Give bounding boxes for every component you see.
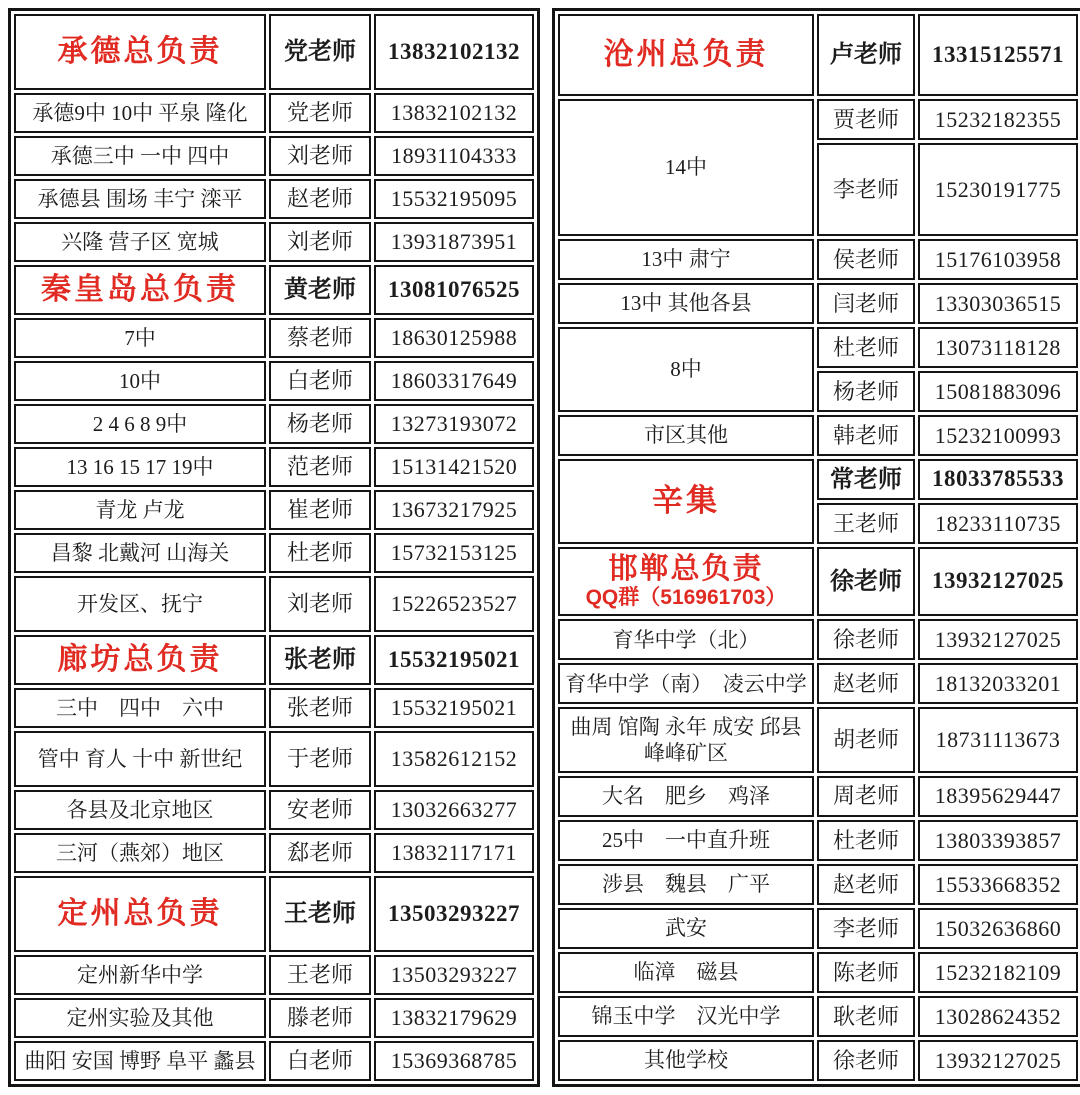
phone-cell: 15732153125 bbox=[374, 533, 534, 573]
region-cell: 曲阳 安国 博野 阜平 蠡县 bbox=[14, 1041, 266, 1081]
region-cell: 市区其他 bbox=[558, 415, 814, 456]
teacher-cell: 侯老师 bbox=[817, 239, 915, 280]
region-cell: 沧州总负责 bbox=[558, 14, 814, 96]
section-header-row bbox=[14, 14, 534, 90]
region-cell: 2 4 6 8 9中 bbox=[14, 404, 266, 444]
region-cell: 7中 bbox=[14, 318, 266, 358]
table-row bbox=[14, 833, 534, 873]
teacher-cell: 常老师 bbox=[817, 459, 915, 500]
section-header-row bbox=[558, 547, 1078, 616]
region-cell: 25中 一中直升班 bbox=[558, 820, 814, 861]
table-row bbox=[14, 179, 534, 219]
table-row bbox=[558, 996, 1078, 1037]
teacher-cell: 王老师 bbox=[817, 503, 915, 544]
teacher-cell: 杨老师 bbox=[269, 404, 371, 444]
phone-cell: 15230191775 bbox=[918, 143, 1078, 236]
phone-cell: 13832117171 bbox=[374, 833, 534, 873]
region-cell: 各县及北京地区 bbox=[14, 790, 266, 830]
phone-cell: 18630125988 bbox=[374, 318, 534, 358]
teacher-cell: 周老师 bbox=[817, 776, 915, 817]
table-row bbox=[558, 663, 1078, 704]
teacher-cell: 徐老师 bbox=[817, 547, 915, 616]
table-row bbox=[14, 93, 534, 133]
teacher-cell: 杜老师 bbox=[817, 820, 915, 861]
phone-cell: 13073118128 bbox=[918, 327, 1078, 368]
table-row bbox=[14, 361, 534, 401]
phone-cell: 15032636860 bbox=[918, 908, 1078, 949]
region-cell: 廊坊总负责 bbox=[14, 635, 266, 685]
teacher-cell: 范老师 bbox=[269, 447, 371, 487]
teacher-cell: 于老师 bbox=[269, 731, 371, 787]
teacher-cell: 赵老师 bbox=[269, 179, 371, 219]
table-row bbox=[14, 955, 534, 995]
teacher-cell: 王老师 bbox=[269, 876, 371, 952]
phone-cell: 15176103958 bbox=[918, 239, 1078, 280]
phone-cell: 13503293227 bbox=[374, 955, 534, 995]
teacher-cell: 闫老师 bbox=[817, 283, 915, 324]
phone-cell: 18931104333 bbox=[374, 136, 534, 176]
region-cell: 管中 育人 十中 新世纪 bbox=[14, 731, 266, 787]
teacher-cell: 李老师 bbox=[817, 143, 915, 236]
phone-cell: 18395629447 bbox=[918, 776, 1078, 817]
table-row bbox=[14, 1041, 534, 1081]
table-row bbox=[558, 908, 1078, 949]
phone-cell: 15232182355 bbox=[918, 99, 1078, 140]
phone-cell: 15131421520 bbox=[374, 447, 534, 487]
table-row bbox=[558, 327, 1078, 368]
phone-cell: 13503293227 bbox=[374, 876, 534, 952]
region-cell: 兴隆 营子区 宽城 bbox=[14, 222, 266, 262]
phone-cell: 13081076525 bbox=[374, 265, 534, 315]
phone-cell: 13273193072 bbox=[374, 404, 534, 444]
region-cell: 承德总负责 bbox=[14, 14, 266, 90]
teacher-cell: 赵老师 bbox=[817, 663, 915, 704]
region-cell: 育华中学（北） bbox=[558, 619, 814, 660]
table-row bbox=[558, 619, 1078, 660]
qq-group-label: QQ群（516961703） bbox=[585, 585, 787, 609]
phone-cell: 13932127025 bbox=[918, 547, 1078, 616]
phone-cell: 15232182109 bbox=[918, 952, 1078, 993]
table-row bbox=[558, 820, 1078, 861]
teacher-cell: 张老师 bbox=[269, 688, 371, 728]
teacher-cell: 韩老师 bbox=[817, 415, 915, 456]
teacher-cell: 徐老师 bbox=[817, 1040, 915, 1081]
phone-cell: 15532195021 bbox=[374, 688, 534, 728]
phone-cell: 15532195095 bbox=[374, 179, 534, 219]
teacher-cell: 黄老师 bbox=[269, 265, 371, 315]
region-cell: 开发区、抚宁 bbox=[14, 576, 266, 632]
phone-cell: 18731113673 bbox=[918, 707, 1078, 772]
region-cell: 13 16 15 17 19中 bbox=[14, 447, 266, 487]
teacher-cell: 郄老师 bbox=[269, 833, 371, 873]
phone-cell: 13028624352 bbox=[918, 996, 1078, 1037]
phone-cell: 15226523527 bbox=[374, 576, 534, 632]
table-row bbox=[14, 136, 534, 176]
table-row bbox=[558, 776, 1078, 817]
teacher-cell: 张老师 bbox=[269, 635, 371, 685]
teacher-cell: 白老师 bbox=[269, 361, 371, 401]
teacher-cell: 安老师 bbox=[269, 790, 371, 830]
table-row bbox=[14, 998, 534, 1038]
contact-table-right bbox=[552, 8, 1080, 1087]
teacher-cell: 党老师 bbox=[269, 14, 371, 90]
teacher-cell: 贾老师 bbox=[817, 99, 915, 140]
teacher-cell: 杜老师 bbox=[817, 327, 915, 368]
region-cell: 10中 bbox=[14, 361, 266, 401]
region-cell: 涉县 魏县 广平 bbox=[558, 864, 814, 905]
phone-cell: 13032663277 bbox=[374, 790, 534, 830]
table-row bbox=[14, 404, 534, 444]
teacher-cell: 白老师 bbox=[269, 1041, 371, 1081]
contact-table-left bbox=[8, 8, 540, 1087]
table-row bbox=[14, 318, 534, 358]
region-cell: 承德三中 一中 四中 bbox=[14, 136, 266, 176]
table-row bbox=[14, 222, 534, 262]
table-row bbox=[558, 707, 1078, 772]
region-cell: 青龙 卢龙 bbox=[14, 490, 266, 530]
teacher-cell: 李老师 bbox=[817, 908, 915, 949]
phone-cell: 13832102132 bbox=[374, 14, 534, 90]
region-cell: 育华中学（南） 凌云中学 bbox=[558, 663, 814, 704]
phone-cell: 13932127025 bbox=[918, 619, 1078, 660]
teacher-cell: 刘老师 bbox=[269, 576, 371, 632]
table-row bbox=[558, 415, 1078, 456]
region-cell: 定州新华中学 bbox=[14, 955, 266, 995]
phone-cell: 15081883096 bbox=[918, 371, 1078, 412]
phone-cell: 15532195021 bbox=[374, 635, 534, 685]
phone-cell: 18603317649 bbox=[374, 361, 534, 401]
region-cell: 定州总负责 bbox=[14, 876, 266, 952]
region-cell: 临漳 磁县 bbox=[558, 952, 814, 993]
table-row bbox=[14, 533, 534, 573]
teacher-cell: 徐老师 bbox=[817, 619, 915, 660]
phone-cell: 18233110735 bbox=[918, 503, 1078, 544]
phone-cell: 13803393857 bbox=[918, 820, 1078, 861]
table-row bbox=[558, 952, 1078, 993]
phone-cell: 15533668352 bbox=[918, 864, 1078, 905]
region-cell: 辛集 bbox=[558, 459, 814, 544]
table-row bbox=[14, 490, 534, 530]
table-row bbox=[558, 283, 1078, 324]
table-row bbox=[14, 688, 534, 728]
phone-cell: 18132033201 bbox=[918, 663, 1078, 704]
section-header-row bbox=[558, 14, 1078, 96]
table-row bbox=[14, 447, 534, 487]
table-row bbox=[558, 239, 1078, 280]
phone-cell: 18033785533 bbox=[918, 459, 1078, 500]
region-title: 邯郸总负责 bbox=[608, 552, 764, 585]
teacher-cell: 杨老师 bbox=[817, 371, 915, 412]
section-header-row bbox=[558, 459, 1078, 500]
phone-cell: 13832179629 bbox=[374, 998, 534, 1038]
section-header-row bbox=[14, 876, 534, 952]
phone-cell: 13673217925 bbox=[374, 490, 534, 530]
phone-cell: 15232100993 bbox=[918, 415, 1078, 456]
region-cell: 8中 bbox=[558, 327, 814, 412]
region-cell: 昌黎 北戴河 山海关 bbox=[14, 533, 266, 573]
teacher-cell: 滕老师 bbox=[269, 998, 371, 1038]
region-cell: 13中 其他各县 bbox=[558, 283, 814, 324]
region-cell: 14中 bbox=[558, 99, 814, 236]
region-cell: 三中 四中 六中 bbox=[14, 688, 266, 728]
region-cell: 13中 肃宁 bbox=[558, 239, 814, 280]
table-row bbox=[558, 1040, 1078, 1081]
teacher-cell: 卢老师 bbox=[817, 14, 915, 96]
region-cell bbox=[558, 547, 814, 616]
table-row bbox=[14, 731, 534, 787]
region-cell: 武安 bbox=[558, 908, 814, 949]
region-cell: 曲周 馆陶 永年 成安 邱县 峰峰矿区 bbox=[558, 707, 814, 772]
phone-cell: 13932127025 bbox=[918, 1040, 1078, 1081]
region-cell: 秦皇岛总负责 bbox=[14, 265, 266, 315]
section-header-row bbox=[14, 635, 534, 685]
table-row bbox=[14, 790, 534, 830]
teacher-cell: 王老师 bbox=[269, 955, 371, 995]
phone-cell: 13832102132 bbox=[374, 93, 534, 133]
teacher-cell: 耿老师 bbox=[817, 996, 915, 1037]
phone-cell: 13303036515 bbox=[918, 283, 1078, 324]
table-row bbox=[558, 99, 1078, 140]
region-cell: 三河（燕郊）地区 bbox=[14, 833, 266, 873]
phone-cell: 13931873951 bbox=[374, 222, 534, 262]
region-cell: 承德县 围场 丰宁 滦平 bbox=[14, 179, 266, 219]
teacher-cell: 赵老师 bbox=[817, 864, 915, 905]
teacher-cell: 蔡老师 bbox=[269, 318, 371, 358]
phone-cell: 13582612152 bbox=[374, 731, 534, 787]
phone-cell: 15369368785 bbox=[374, 1041, 534, 1081]
region-cell: 其他学校 bbox=[558, 1040, 814, 1081]
teacher-cell: 刘老师 bbox=[269, 136, 371, 176]
teacher-cell: 党老师 bbox=[269, 93, 371, 133]
section-header-row bbox=[14, 265, 534, 315]
teacher-cell: 陈老师 bbox=[817, 952, 915, 993]
region-cell: 定州实验及其他 bbox=[14, 998, 266, 1038]
region-cell: 承德9中 10中 平泉 隆化 bbox=[14, 93, 266, 133]
teacher-cell: 杜老师 bbox=[269, 533, 371, 573]
table-row bbox=[14, 576, 534, 632]
region-cell: 锦玉中学 汉光中学 bbox=[558, 996, 814, 1037]
teacher-cell: 胡老师 bbox=[817, 707, 915, 772]
region-cell: 大名 肥乡 鸡泽 bbox=[558, 776, 814, 817]
teacher-cell: 崔老师 bbox=[269, 490, 371, 530]
teacher-cell: 刘老师 bbox=[269, 222, 371, 262]
table-row bbox=[558, 864, 1078, 905]
phone-cell: 13315125571 bbox=[918, 14, 1078, 96]
